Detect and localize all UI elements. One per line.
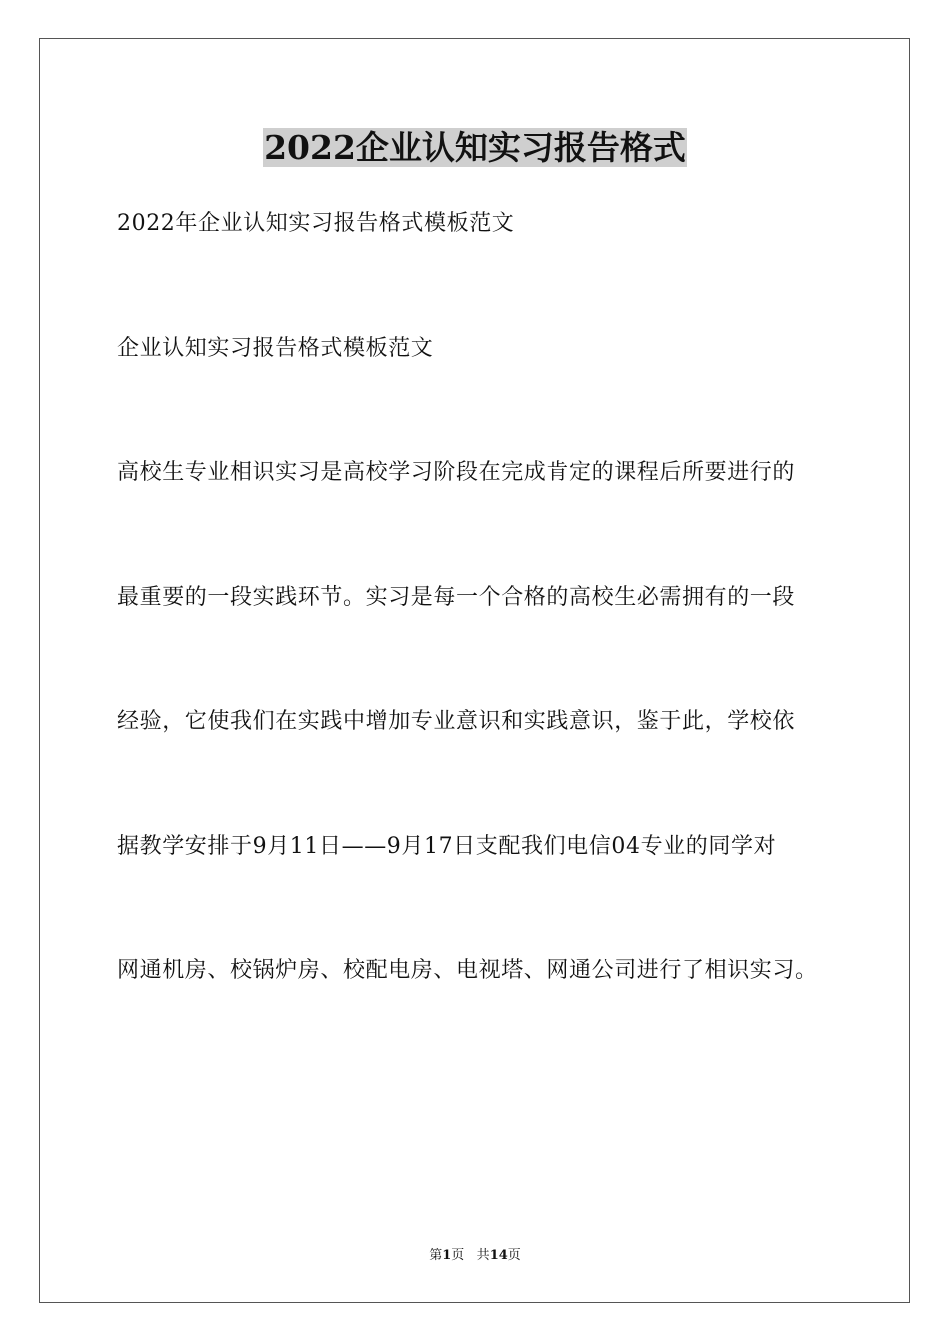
body-line: 网通机房、校锅炉房、校配电房、电视塔、网通公司进行了相识实习。 <box>117 958 818 983</box>
page-footer <box>0 1247 950 1265</box>
footer-total-prefix: 共 <box>476 1248 490 1263</box>
body-line: 据教学安排于9月11日——9月17日支配我们电信04专业的同学对 <box>117 834 777 859</box>
footer-total-suffix: 页 <box>507 1248 521 1263</box>
body-line: 经验，它使我们在实践中增加专业意识和实践意识，鉴于此，学校依 <box>117 709 796 734</box>
footer-page-number: 1 <box>442 1248 452 1263</box>
document-title-text: 2022企业认知实习报告格式 <box>264 128 686 167</box>
body-line: 企业认知实习报告格式模板范文 <box>117 336 434 361</box>
document-title <box>0 126 950 170</box>
body-line: 最重要的一段实践环节。实习是每一个合格的高校生必需拥有的一段 <box>117 585 796 610</box>
footer-total-pages: 14 <box>489 1248 508 1263</box>
body-line: 高校生专业相识实习是高校学习阶段在完成肯定的课程后所要进行的 <box>117 460 796 485</box>
subtitle-line: 2022年企业认知实习报告格式模板范文 <box>117 211 515 236</box>
footer-page-suffix: 页 <box>451 1248 465 1263</box>
footer-page-prefix: 第 <box>429 1248 443 1263</box>
